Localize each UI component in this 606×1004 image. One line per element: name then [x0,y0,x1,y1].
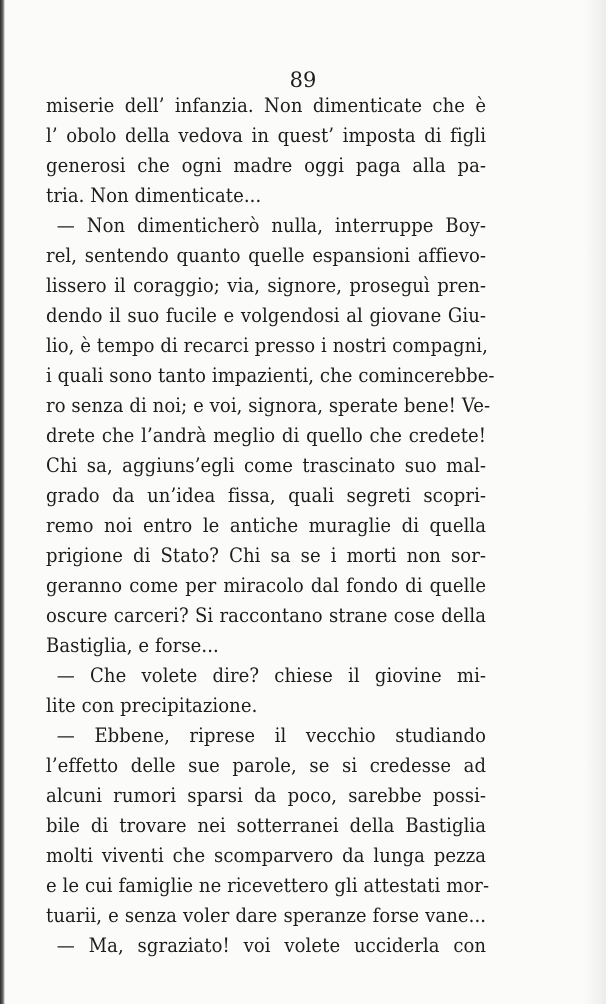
text-line: prigione di Stato? Chi sa se i morti non sor- [46,543,487,567]
text-line: tuarii, e senza voler dare speranze forse vane... [46,903,487,927]
text-line: i quali sono tanto impazienti, che comincerebbe- [46,363,495,387]
text-line: lite con precipitazione. [46,693,258,717]
body-text [46,90,495,960]
text-line: drete che l’andrà meglio di quello che credete! [46,423,487,447]
text-line: Bastiglia, e forse... [46,633,219,657]
page-number: 89 [289,68,317,92]
text-line: ro senza di noi; e voi, signora, sperate bene! Ve- [46,393,491,417]
text-line: bile di trovare nei sotterranei della Bastiglia [46,813,487,837]
text-line: oscure carceri? Si raccontano strane cose della [46,603,487,627]
text-line: lissero il coraggio; via, signore, proseguì pren- [46,273,487,297]
text-line: dendo il suo fucile e volgendosi al giovane Giu- [46,303,487,327]
text-line: — Ebbene, riprese il vecchio studiando [56,723,487,747]
text-line: rel, sentendo quanto quelle espansioni affievo- [46,243,487,267]
page-binding-edge [0,0,5,1004]
text-line: Chi sa, aggiuns’egli come trascinato suo mal- [46,453,487,477]
page-shadow-edge [584,0,606,1004]
text-line: grado da un’idea fissa, quali segreti scopri- [46,483,487,507]
text-line: geranno come per miracolo dal fondo di quelle [46,573,487,597]
text-line: — Non dimenticherò nulla, interruppe Boy- [56,213,487,237]
text-line: — Che volete dire? chiese il giovine mi- [56,663,487,687]
text-line: — Ma, sgraziato! voi volete ucciderla con [56,933,487,957]
text-line: l’effetto delle sue parole, se si credesse ad [46,753,487,777]
text-line: lio, è tempo di recarci presso i nostri compagni, [46,333,488,357]
text-line: generosi che ogni madre oggi paga alla pa- [46,153,487,177]
text-line: l’ obolo della vedova in quest’ imposta di figli [46,123,487,147]
text-line: e le cui famiglie ne ricevettero gli attestati mor- [46,873,490,897]
text-line: alcuni rumori sparsi da poco, sarebbe possi- [46,783,487,807]
text-line: remo noi entro le antiche muraglie di quella [46,513,487,537]
text-line: tria. Non dimenticate... [46,183,262,207]
text-line: molti viventi che scomparvero da lunga pezza [46,843,487,867]
text-line: miserie dell’ infanzia. Non dimenticate che è [46,93,487,117]
